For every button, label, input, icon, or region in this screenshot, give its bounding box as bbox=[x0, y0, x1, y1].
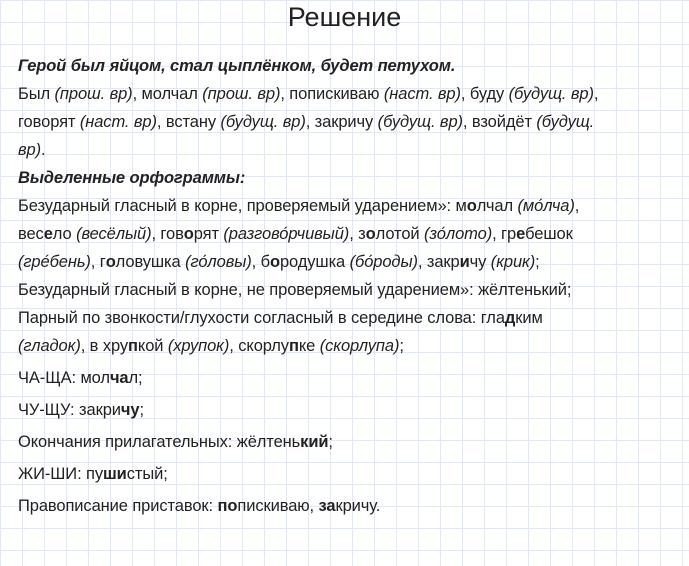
orthograms-heading: Выделенные орфограммы: bbox=[18, 169, 246, 187]
word: Был bbox=[18, 85, 55, 103]
highlight-letter: п bbox=[288, 337, 299, 355]
text: ке bbox=[298, 337, 320, 355]
word: , молчал bbox=[132, 85, 203, 103]
highlight-prefix: по bbox=[217, 497, 238, 515]
punct: . bbox=[40, 141, 46, 159]
tense-note: (будущ. вр) bbox=[220, 113, 306, 131]
zhi-shi-line bbox=[18, 460, 682, 488]
text: ло bbox=[52, 225, 77, 243]
text: кричу. bbox=[335, 497, 381, 515]
punct: , bbox=[593, 85, 599, 103]
adj-endings-line bbox=[18, 428, 682, 456]
text: чу bbox=[469, 253, 491, 271]
check-word: (мо́лча) bbox=[517, 197, 575, 215]
consonant-line-1 bbox=[18, 304, 682, 332]
text: , гр bbox=[492, 225, 517, 243]
text: стый; bbox=[126, 465, 168, 483]
tense-note: (будущ. bbox=[536, 113, 595, 131]
tenses-line-1 bbox=[18, 80, 682, 108]
word: , закричу bbox=[305, 113, 378, 131]
highlight-letter: о bbox=[466, 197, 477, 215]
text: , закр bbox=[417, 253, 460, 271]
proverb-line: Герой был яйцом, стал цыплёнком, будет петухом. bbox=[18, 57, 456, 75]
check-word: (гладок) bbox=[18, 337, 81, 355]
text: пискиваю, bbox=[237, 497, 319, 515]
check-word: (хрупок) bbox=[167, 337, 230, 355]
text: Правописание приставок: bbox=[18, 497, 218, 515]
highlight-prefix: за bbox=[318, 497, 336, 515]
highlight-letters: чу bbox=[120, 401, 140, 419]
punct: , bbox=[574, 197, 580, 215]
tense-note: (наст. вр) bbox=[79, 113, 157, 131]
text: ЧА-ЩА: мол bbox=[18, 369, 110, 387]
highlight-letter: п bbox=[128, 337, 138, 355]
text: кой bbox=[137, 337, 168, 355]
check-word: (бо́роды) bbox=[349, 253, 418, 271]
word: , встану bbox=[156, 113, 221, 131]
tense-note: (будущ. вр) bbox=[377, 113, 463, 131]
text: ; bbox=[139, 401, 144, 419]
tense-note: (прош. вр) bbox=[202, 85, 281, 103]
check-word: (весёлый) bbox=[76, 225, 152, 243]
text: Безударный гласный в корне, проверяемый ударением»: м bbox=[18, 197, 467, 215]
check-word: (зо́лото) bbox=[424, 225, 493, 243]
text: , в хру bbox=[80, 337, 129, 355]
text: вес bbox=[18, 225, 44, 243]
unstressed-checked-line-2 bbox=[18, 220, 682, 248]
consonant-line-2 bbox=[18, 332, 682, 360]
text: , б bbox=[251, 253, 270, 271]
check-word: (скорлупа) bbox=[319, 337, 400, 355]
text: лчал bbox=[476, 197, 518, 215]
punct: ; bbox=[535, 253, 540, 271]
word: говорят bbox=[18, 113, 80, 131]
text: л; bbox=[128, 369, 143, 387]
word: , попискиваю bbox=[280, 85, 384, 103]
highlight-letter: е bbox=[43, 225, 53, 243]
highlight-letter: д bbox=[504, 309, 516, 327]
text: , г bbox=[90, 253, 106, 271]
highlight-letter: о bbox=[183, 225, 194, 243]
check-word: (крик) bbox=[490, 253, 536, 271]
highlight-letters: ча bbox=[109, 369, 129, 387]
text: ЧУ-ЩУ: закри bbox=[18, 401, 121, 419]
highlight-letters: ши bbox=[103, 465, 127, 483]
unstressed-unchecked-line: Безударный гласный в корне, не проверяемый ударением»: жёлтенький; bbox=[18, 281, 572, 299]
tense-note: (будущ. вр) bbox=[508, 85, 594, 103]
text: лотой bbox=[375, 225, 425, 243]
word: , буду bbox=[460, 85, 509, 103]
highlight-letter: е bbox=[516, 225, 526, 243]
text: ЖИ-ШИ: пу bbox=[18, 465, 104, 483]
highlight-letter: о bbox=[365, 225, 376, 243]
chu-shchu-line bbox=[18, 396, 682, 424]
text: Окончания прилагательных: жёлтень bbox=[18, 433, 301, 451]
tenses-line-2 bbox=[18, 108, 682, 136]
check-word: (разгово́рчивый) bbox=[223, 225, 350, 243]
word: , взойдёт bbox=[462, 113, 537, 131]
text: , з bbox=[349, 225, 366, 243]
text: ловушка bbox=[115, 253, 186, 271]
tense-note: вр) bbox=[18, 141, 41, 159]
unstressed-checked-line-1 bbox=[18, 192, 682, 220]
page-title: Решение bbox=[287, 2, 402, 32]
text: ким bbox=[515, 309, 543, 327]
highlight-letter: о bbox=[269, 253, 280, 271]
tenses-line-3 bbox=[18, 136, 682, 164]
tense-note: (наст. вр) bbox=[383, 85, 461, 103]
text: Парный по звонкости/глухости согласный в середине слова: гла bbox=[18, 309, 505, 327]
check-word: (гре́бень) bbox=[18, 253, 91, 271]
cha-shcha-line bbox=[18, 364, 682, 392]
text: , скорлу bbox=[229, 337, 289, 355]
text: родушка bbox=[279, 253, 350, 271]
unstressed-checked-line-3 bbox=[18, 248, 682, 276]
highlight-letter: и bbox=[459, 253, 470, 271]
highlight-letters: кий bbox=[300, 433, 329, 451]
solution-content bbox=[18, 52, 682, 520]
check-word: (го́ловы) bbox=[185, 253, 252, 271]
prefixes-line bbox=[18, 492, 682, 520]
punct: ; bbox=[399, 337, 404, 355]
text: бешок bbox=[525, 225, 573, 243]
text: , гов bbox=[151, 225, 184, 243]
text: рят bbox=[193, 225, 224, 243]
text: ; bbox=[328, 433, 333, 451]
tense-note: (прош. вр) bbox=[54, 85, 133, 103]
highlight-letter: о bbox=[105, 253, 116, 271]
